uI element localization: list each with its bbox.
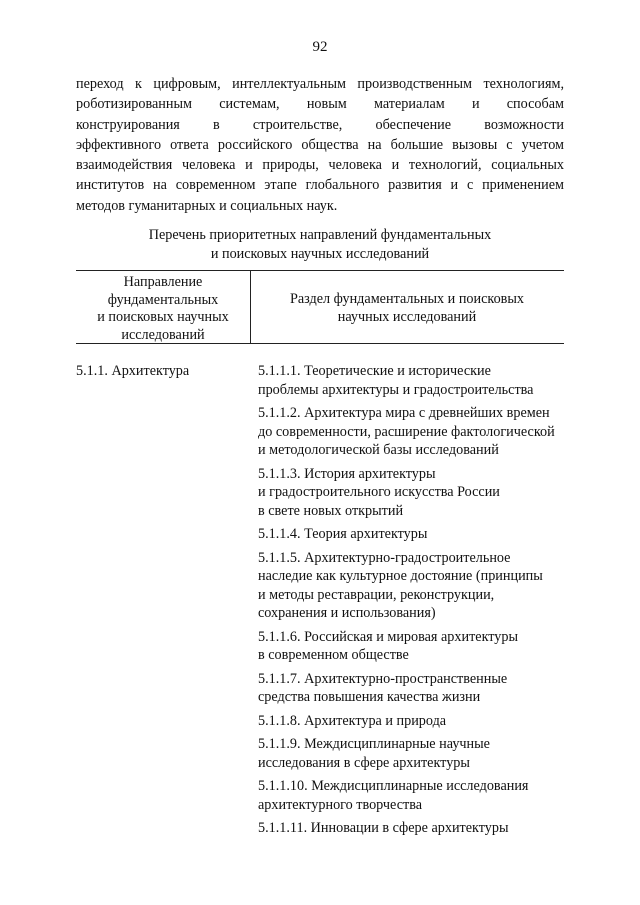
section-text: наследие как культурное достояние (принципы bbox=[258, 568, 543, 584]
list-item bbox=[258, 777, 568, 814]
list-item bbox=[258, 525, 568, 544]
list-item bbox=[258, 404, 568, 460]
section-text: 5.1.1.4. Теория архитектуры bbox=[258, 526, 428, 542]
section-text: 5.1.1.9. Междисциплинарные научные bbox=[258, 736, 490, 752]
list-item bbox=[258, 465, 568, 521]
list-item bbox=[258, 712, 568, 731]
list-title-line: и поисковых научных исследований bbox=[210, 246, 430, 262]
section-text: 5.1.1.1. Теоретические и исторические bbox=[258, 363, 491, 379]
list-item bbox=[258, 670, 568, 707]
section-text: и методы реставрации, реконструкции, bbox=[258, 586, 495, 603]
section-text: 5.1.1.2. Архитектура мира с древнейших времен bbox=[258, 405, 550, 421]
intro-line: взаимодействия человека и природы, человека и технологий, социальных bbox=[76, 157, 564, 174]
header-text: фундаментальных bbox=[107, 291, 219, 308]
intro-line: переход к цифровым, интеллектуальным производственным технологиям, bbox=[76, 76, 564, 92]
list-item bbox=[258, 735, 568, 772]
intro-line: эффективного ответа российского общества на большие вызовы с учетом bbox=[76, 136, 564, 153]
list-item bbox=[258, 628, 568, 665]
section-text: проблемы архитектуры и градостроительства bbox=[258, 381, 534, 398]
list-item bbox=[258, 549, 568, 623]
intro-paragraph bbox=[76, 74, 564, 216]
section-text: в современном обществе bbox=[258, 647, 409, 663]
section-text: сохранения и использования) bbox=[258, 605, 436, 621]
header-text: исследований bbox=[121, 326, 205, 343]
section-text: архитектурного творчества bbox=[258, 796, 423, 813]
section-text: до современности, расширение фактологической bbox=[258, 423, 555, 440]
list-item bbox=[258, 819, 568, 838]
page-number: 92 bbox=[312, 39, 328, 55]
section-text: 5.1.1.8. Архитектура и природа bbox=[258, 712, 447, 729]
header-text: и поисковых научных bbox=[97, 309, 229, 325]
sections-list bbox=[258, 362, 568, 843]
table-header-section bbox=[250, 291, 564, 326]
table-header-direction bbox=[76, 274, 250, 344]
section-text: и градостроительного искусства России bbox=[258, 484, 500, 500]
intro-line: конструирования в строительстве, обеспечение возможности bbox=[76, 116, 564, 133]
section-text: 5.1.1.3. История архитектуры bbox=[258, 465, 436, 482]
list-item bbox=[258, 362, 568, 399]
list-title bbox=[76, 226, 564, 264]
header-text: Направление bbox=[123, 274, 203, 290]
section-text: и методологической базы исследований bbox=[258, 442, 499, 458]
section-text: в свете новых открытий bbox=[258, 502, 404, 519]
section-text: средства повышения качества жизни bbox=[258, 689, 481, 705]
section-text: исследования в сфере архитектуры bbox=[258, 754, 470, 771]
section-text: 5.1.1.7. Архитектурно-пространственные bbox=[258, 670, 508, 687]
intro-line: роботизированным системам, новым материалам и способам bbox=[76, 96, 564, 113]
table-top-rule bbox=[76, 270, 564, 271]
header-text: Раздел фундаментальных и поисковых bbox=[289, 291, 524, 307]
section-text: 5.1.1.5. Архитектурно-градостроительное bbox=[258, 549, 511, 566]
intro-line: институтов на современном этапе глобального развития и с применением bbox=[76, 177, 564, 194]
section-text: 5.1.1.6. Российская и мировая архитектуры bbox=[258, 628, 519, 645]
intro-line: методов гуманитарных и социальных наук. bbox=[76, 197, 338, 214]
section-text: 5.1.1.11. Инновации в сфере архитектуры bbox=[258, 820, 509, 836]
direction-label: 5.1.1. Архитектура bbox=[76, 363, 190, 379]
section-text: 5.1.1.10. Междисциплинарные исследования bbox=[258, 778, 529, 794]
list-title-line: Перечень приоритетных направлений фундаментальных bbox=[148, 227, 492, 243]
header-text: научных исследований bbox=[337, 308, 477, 325]
